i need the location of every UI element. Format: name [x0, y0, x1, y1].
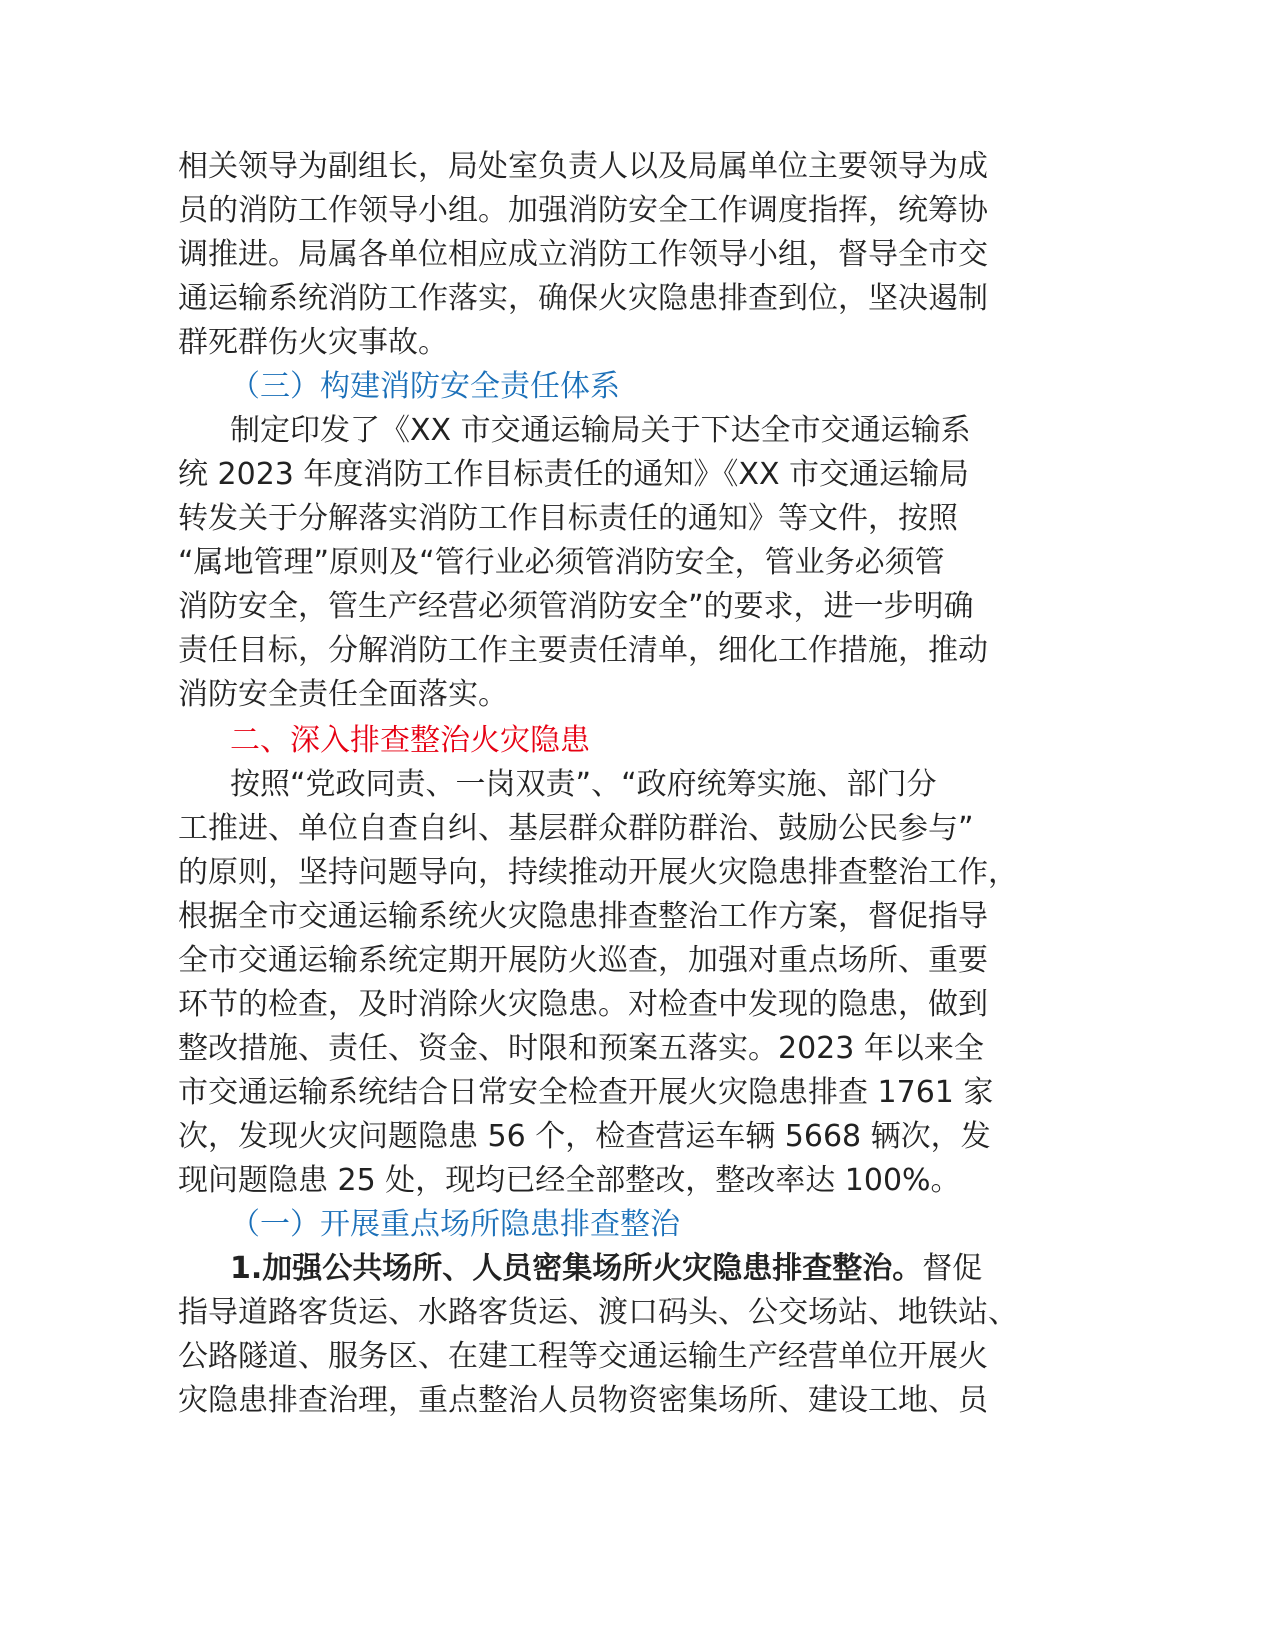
- paragraph-line: 统 2023 年度消防工作目标责任的通知》《XX 市交通运输局: [178, 457, 970, 492]
- paragraph-line: 按照“党政同责、一岗双责”、“政府统筹实施、部门分: [230, 767, 937, 802]
- paragraph-line: 次，发现火灾问题隐患 56 个，检查营运车辆 5668 辆次，发: [178, 1119, 991, 1154]
- chapter-heading: 二、深入排查整治火灾隐患: [230, 723, 590, 758]
- paragraph-line: 市交通运输系统结合日常安全检查开展火灾隐患排查 1761 家: [178, 1075, 994, 1110]
- paragraph-line: 根据全市交通运输系统火灾隐患排查整治工作方案，督促指导: [178, 899, 988, 934]
- paragraph-line: 制定印发了《XX 市交通运输局关于下达全市交通运输系: [230, 413, 971, 448]
- paragraph-line: 环节的检查，及时消除火灾隐患。对检查中发现的隐患，做到: [178, 987, 988, 1022]
- paragraph-line: 消防安全责任全面落实。: [178, 677, 508, 712]
- paragraph-line: “属地管理”原则及“管行业必须管消防安全，管业务必须管: [178, 545, 945, 580]
- section-heading: （三）构建消防安全责任体系: [230, 369, 620, 404]
- section-heading: （一）开展重点场所隐患排查整治: [230, 1207, 680, 1242]
- paragraph-line: 灾隐患排查治理，重点整治人员物资密集场所、建设工地、员: [178, 1383, 988, 1418]
- paragraph-line: 相关领导为副组长，局处室负责人以及局属单位主要领导为成: [178, 149, 988, 184]
- paragraph-line: 转发关于分解落实消防工作目标责任的通知》等文件，按照: [178, 501, 958, 536]
- paragraph-line: 指导道路客货运、水路客货运、渡口码头、公交场站、地铁站、: [178, 1295, 1018, 1330]
- paragraph-line: 消防安全，管生产经营必须管消防安全”的要求，进一步明确: [178, 589, 974, 624]
- paragraph-line: [230, 1252, 982, 1286]
- paragraph-line: 的原则，坚持问题导向，持续推动开展火灾隐患排查整治工作，: [178, 855, 1018, 890]
- paragraph-line: 责任目标，分解消防工作主要责任清单，细化工作措施，推动: [178, 633, 988, 668]
- paragraph-line: 公路隧道、服务区、在建工程等交通运输生产经营单位开展火: [178, 1339, 988, 1374]
- paragraph-line: 整改措施、责任、资金、时限和预案五落实。2023 年以来全: [178, 1031, 984, 1066]
- paragraph-line: 调推进。局属各单位相应成立消防工作领导小组，督导全市交: [178, 237, 988, 272]
- paragraph-line: 员的消防工作领导小组。加强消防安全工作调度指挥，统筹协: [178, 193, 988, 228]
- paragraph-line: 群死群伤火灾事故。: [178, 325, 448, 360]
- bold-lead-text: 1.加强公共场所、人员密集场所火灾隐患排查整治。: [230, 1251, 923, 1286]
- paragraph-line: 通运输系统消防工作落实，确保火灾隐患排查到位，坚决遏制: [178, 281, 988, 316]
- paragraph-line: 全市交通运输系统定期开展防火巡查，加强对重点场所、重要: [178, 943, 988, 978]
- paragraph-line: 现问题隐患 25 处，现均已经全部整改，整改率达 100%。: [178, 1163, 961, 1198]
- paragraph-line: 工推进、单位自查自纠、基层群众群防群治、鼓励公民参与”: [178, 811, 974, 846]
- paragraph-text: 督促: [922, 1251, 983, 1286]
